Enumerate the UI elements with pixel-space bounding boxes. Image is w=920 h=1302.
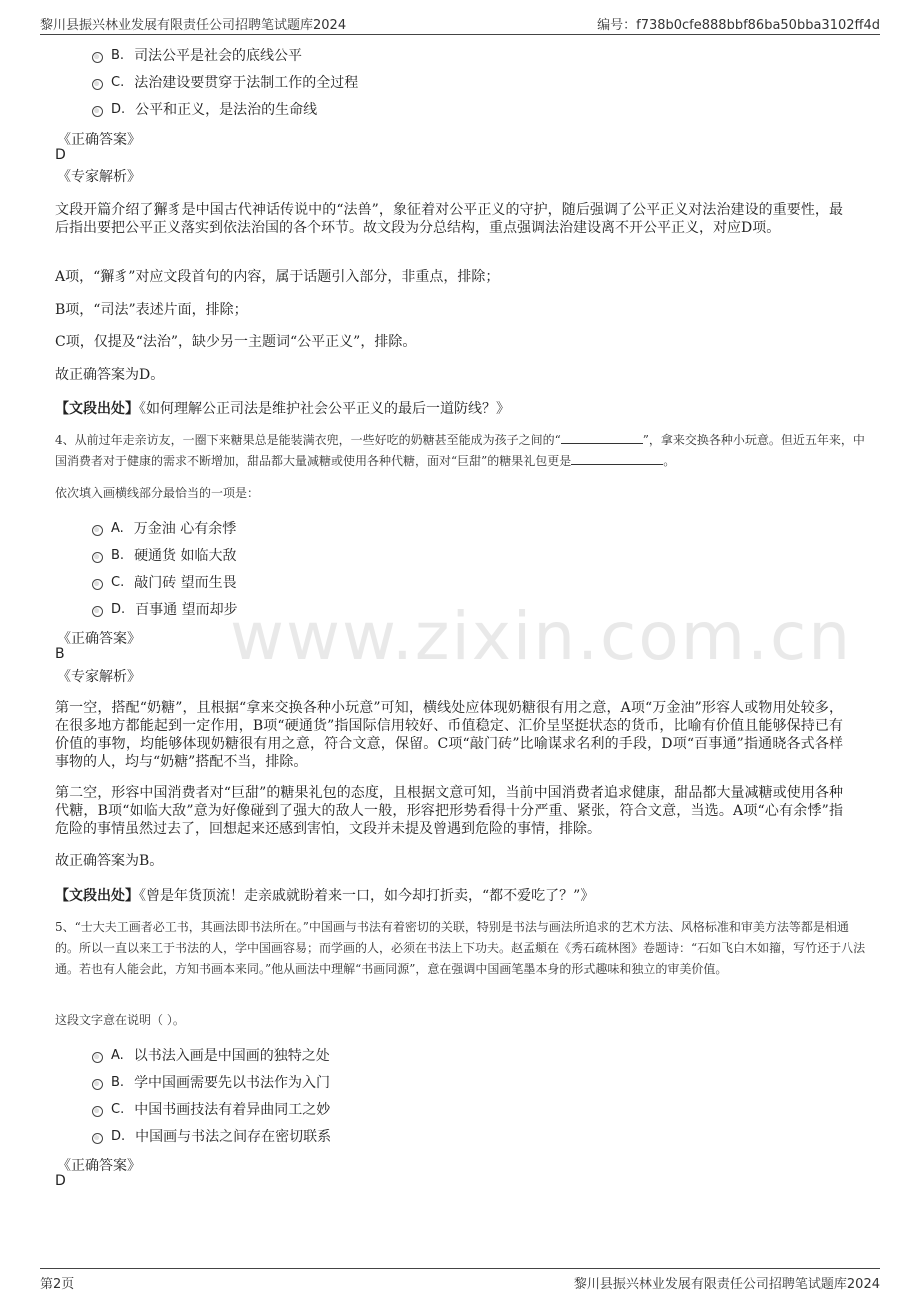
page-header [40, 12, 880, 35]
watermark: www.zixin.com.cn [230, 598, 853, 675]
document-id: 编号：f738b0cfe888bbf86ba50bba3102ff4d [597, 18, 880, 33]
radio-icon[interactable] [92, 1052, 103, 1063]
correct-answer: B [55, 646, 65, 662]
fill-blank [571, 452, 663, 465]
analysis-label: 《专家解析》 [57, 169, 141, 185]
analysis-paragraph: 第二空，形容中国消费者对“巨甜”的糖果礼包的态度，且根据文意可知，当前中国消费者追求健康，甜品都大量减糖或使用各种代糖，B项“如临大敌”意为好像碰到了强大的敌人一般，形容把形势看得十分严重、紧张，符合文意，当选。A项“心有余悸”指危险的事情虽然过去了，回想起来还感到害怕，文段并未提及曾遇到危险的事情，排除。 [55, 785, 843, 837]
analysis-paragraph: C项，仅提及“法治”，缺少另一主题词“公平正义”，排除。 [55, 334, 417, 350]
header-title: 黎川县振兴林业发展有限责任公司招聘笔试题库2024 [40, 18, 347, 33]
source-title: 《曾是年货顶流！走亲戚就盼着来一口，如今却打折卖，“都不爱吃了？”》 [139, 888, 595, 904]
option-text: 中国书画技法有着异曲同工之妙 [134, 1102, 331, 1118]
q4-option-b[interactable]: B. 硬通货 如临大敌 [92, 545, 237, 565]
analysis-paragraph: 文段开篇介绍了獬豸是中国古代神话传说中的“法兽”，象征着对公平正义的守护，随后强调了公平正义对法治建设的重要性，最后指出要把公平正义落实到依法治国的各个环节。故文段为分总结构，重点强调法治建设离不开公平正义，对应D项。 [55, 202, 843, 236]
radio-icon[interactable] [92, 1133, 103, 1144]
q4-option-a[interactable]: A. 万金油 心有余悸 [92, 518, 236, 538]
source-tag: 【文段出处】 [55, 888, 139, 904]
source-citation [55, 398, 510, 418]
fill-blank [561, 431, 643, 444]
radio-icon[interactable] [92, 525, 103, 536]
source-title: 《如何理解公正司法是维护社会公平正义的最后一道防线？》 [139, 401, 510, 417]
footer-title: 黎川县振兴林业发展有限责任公司招聘笔试题库2024 [573, 1277, 880, 1292]
correct-answer: D [55, 1173, 66, 1189]
q3-option-b[interactable]: B. 司法公平是社会的底线公平 [92, 45, 302, 65]
q4-option-c[interactable]: C. 敲门砖 望而生畏 [92, 572, 237, 592]
correct-answer: D [55, 147, 66, 163]
radio-icon[interactable] [92, 106, 103, 117]
radio-icon[interactable] [92, 52, 103, 63]
analysis-conclusion: 故正确答案为B。 [55, 853, 164, 869]
page-number: 第2页 [40, 1277, 75, 1292]
answer-label: 《正确答案》 [57, 132, 141, 148]
option-text: 万金油 心有余悸 [133, 521, 237, 537]
question-4-prompt: 依次填入画横线部分最恰当的一项是： [55, 486, 260, 500]
option-text: 中国画与书法之间存在密切联系 [135, 1129, 332, 1145]
option-text: 公平和正义，是法治的生命线 [135, 102, 318, 118]
q4-option-d[interactable]: D. 百事通 望而却步 [92, 599, 238, 619]
page-footer [40, 1268, 880, 1295]
radio-icon[interactable] [92, 606, 103, 617]
option-text: 法治建设要贯穿于法制工作的全过程 [134, 75, 359, 91]
q5-option-b[interactable]: B. 学中国画需要先以书法作为入门 [92, 1072, 330, 1092]
radio-icon[interactable] [92, 1079, 103, 1090]
question-4-stem: 4、从前过年走亲访友，一圈下来糖果总是能装满衣兜，一些好吃的奶糖甚至能成为孩子之间的“ ”，拿来交换各种小玩意。但近五年来，中国消费者对于健康的需求不断增加，甜品都大量减糖或使用各种代糖，面对“巨甜”的糖果礼包更是 。 [55, 433, 865, 468]
q5-option-a[interactable]: A. 以书法入画是中国画的独特之处 [92, 1045, 330, 1065]
analysis-conclusion: 故正确答案为D。 [55, 367, 165, 383]
answer-label: 《正确答案》 [57, 631, 141, 647]
option-text: 以书法入画是中国画的独特之处 [133, 1048, 330, 1064]
analysis-label: 《专家解析》 [57, 669, 141, 685]
radio-icon[interactable] [92, 579, 103, 590]
q3-option-c[interactable]: C. 法治建设要贯穿于法制工作的全过程 [92, 72, 358, 92]
analysis-paragraph: 第一空，搭配“奶糖”，且根据“拿来交换各种小玩意”可知，横线处应体现奶糖很有用之意，A项“万金油”形容人或物用处较多，在很多地方都能起到一定作用，B项“硬通货”指国际信用较好、币值稳定、汇价呈坚挺状态的货币，比喻有价值且能够保持已有价值的事物，均能够体现奶糖很有用之意，符合文意，保留。C项“敲门砖”比喻谋求名利的手段，D项“百事通”指通晓各式各样事物的人，均与“奶糖”搭配不当，排除。 [55, 700, 843, 770]
analysis-paragraph: A项，“獬豸”对应文段首句的内容，属于话题引入部分，非重点，排除； [55, 269, 500, 285]
answer-label: 《正确答案》 [57, 1158, 141, 1174]
radio-icon[interactable] [92, 79, 103, 90]
radio-icon[interactable] [92, 1106, 103, 1117]
radio-icon[interactable] [92, 552, 103, 563]
analysis-paragraph: B项，“司法”表述片面，排除； [55, 302, 248, 318]
option-text: 硬通货 如临大敌 [134, 548, 237, 564]
option-text: 百事通 望而却步 [135, 602, 238, 618]
source-citation [55, 885, 594, 905]
option-text: 司法公平是社会的底线公平 [134, 48, 303, 64]
option-text: 敲门砖 望而生畏 [134, 575, 237, 591]
question-5-stem: 5、“士大夫工画者必工书，其画法即书法所在。”中国画与书法有着密切的关联，特别是书法与画法所追求的艺术方法、风格标准和审美方法等都是相通的。所以一直以来工于书法的人，学中国画容易；而学画的人，必须在书法上下功夫。赵孟頫在《秀石疏林图》卷题诗：“石如飞白木如籀，写竹还于八法通。若也有人能会此，方知书画本来同。”他从画法中理解“书画同源”，意在强调中国画笔墨本身的形式趣味和独立的审美价值。 [55, 920, 866, 976]
question-5-prompt: 这段文字意在说明（ ）。 [55, 1013, 185, 1027]
q3-option-d[interactable]: D. 公平和正义，是法治的生命线 [92, 99, 317, 119]
source-tag: 【文段出处】 [55, 401, 139, 417]
option-text: 学中国画需要先以书法作为入门 [134, 1075, 331, 1091]
q5-option-c[interactable]: C. 中国书画技法有着异曲同工之妙 [92, 1099, 330, 1119]
q5-option-d[interactable]: D. 中国画与书法之间存在密切联系 [92, 1126, 331, 1146]
